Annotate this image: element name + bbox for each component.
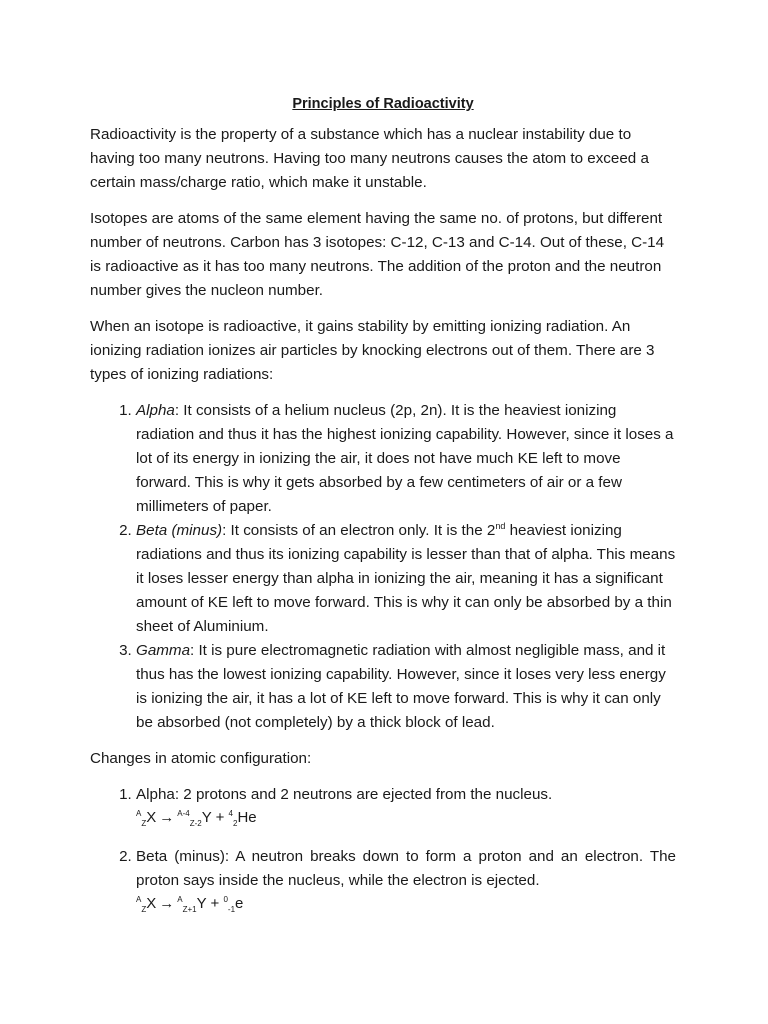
eq-sub: Z [141, 905, 147, 914]
beta-decay-equation [136, 893, 676, 915]
eq-symbol: e [235, 895, 244, 912]
list-item-gamma [136, 639, 676, 735]
eq-plus: + [215, 809, 225, 826]
alpha-decay-equation [136, 807, 676, 829]
eq-sub: -1 [227, 905, 236, 914]
paragraph-radioactivity: Radioactivity is the property of a substance which has a nuclear instability due to having too many neutrons. Having too many neutrons causes the atom to exceed a certain mass/charge ratio, which make it unstable. [90, 126, 649, 191]
term-alpha: Alpha [136, 402, 175, 419]
arrow-icon: → [159, 809, 175, 826]
eq-sub: Z+1 [182, 905, 197, 914]
term-gamma: Gamma [136, 642, 191, 659]
eq-symbol: Y [196, 895, 207, 912]
eq-sub: Z-2 [189, 819, 202, 828]
term-beta: Beta (minus) [136, 522, 223, 539]
eq-symbol: X [146, 809, 157, 826]
eq-sup: A-4 [177, 809, 190, 818]
alpha-change-text: Alpha: 2 protons and 2 neutrons are ejected from the nucleus. [136, 786, 553, 803]
list-item-beta-change [136, 845, 676, 915]
ordinal-suffix: nd [495, 520, 506, 531]
arrow-icon: → [159, 895, 175, 912]
eq-symbol: He [237, 809, 257, 826]
alpha-description: : It consists of a helium nucleus (2p, 2n). It is the heaviest ionizing radiation and thus it has the highest ionizing capability. However, since it loses a lot of its energy in ionizing the air, it does not have much KE left to move forward. This is why it gets absorbed by a few centimeters of air or a few millimeters of paper. [136, 402, 674, 515]
paragraph-isotopes: Isotopes are atoms of the same element having the same no. of protons, but different number of neutrons. Carbon has 3 isotopes: C-12, C-13 and C-14. Out of these, C-14 is radioactive as it has too many neutrons. The addition of the proton and the neutron number gives the nucleon number. [90, 210, 665, 299]
eq-sup: A [177, 895, 183, 904]
document-title: Principles of Radioactivity [292, 96, 474, 112]
paragraph-ionizing: When an isotope is radioactive, it gains stability by emitting ionizing radiation. An ionizing radiation ionizes air particles by knocking electrons out of them. There are 3 types of ionizing radiations: [90, 318, 655, 383]
eq-sub: Z [141, 819, 147, 828]
beta-change-text: Beta (minus): A neutron breaks down to form a proton and an electron. The proton says inside the nucleus, while the electron is ejected. [136, 848, 676, 889]
gamma-description: : It is pure electromagnetic radiation with almost negligible mass, and it thus has the lowest ionizing capability. However, since it loses very less energy is ionizing the air, it has a lot of KE left to move forward. This is why it can only be absorbed (not completely) by a thick block of lead. [136, 642, 666, 731]
list-item-beta [136, 519, 676, 639]
eq-sup: 4 [228, 809, 233, 818]
eq-sup: 0 [223, 895, 228, 904]
list-item-alpha [136, 399, 676, 519]
eq-sup: A [136, 809, 142, 818]
radiation-types-list [90, 399, 676, 735]
beta-description-a: : It consists of an electron only. It is the 2 [222, 522, 496, 539]
eq-plus: + [210, 895, 220, 912]
beta-description-b: heaviest ionizing radiations and thus its ionizing capability is lesser than that of alpha. This means it loses lesser energy than alpha in ionizing the air, meaning it has a significant amount of KE left to move forward. This is why it can only be absorbed by a thin sheet of Aluminium. [136, 522, 676, 635]
eq-sub: 2 [233, 819, 238, 828]
eq-symbol: X [146, 895, 157, 912]
eq-sup: A [136, 895, 142, 904]
list-item-alpha-change [136, 783, 676, 829]
changes-list [90, 783, 676, 915]
eq-symbol: Y [201, 809, 212, 826]
changes-heading: Changes in atomic configuration: [90, 750, 312, 767]
